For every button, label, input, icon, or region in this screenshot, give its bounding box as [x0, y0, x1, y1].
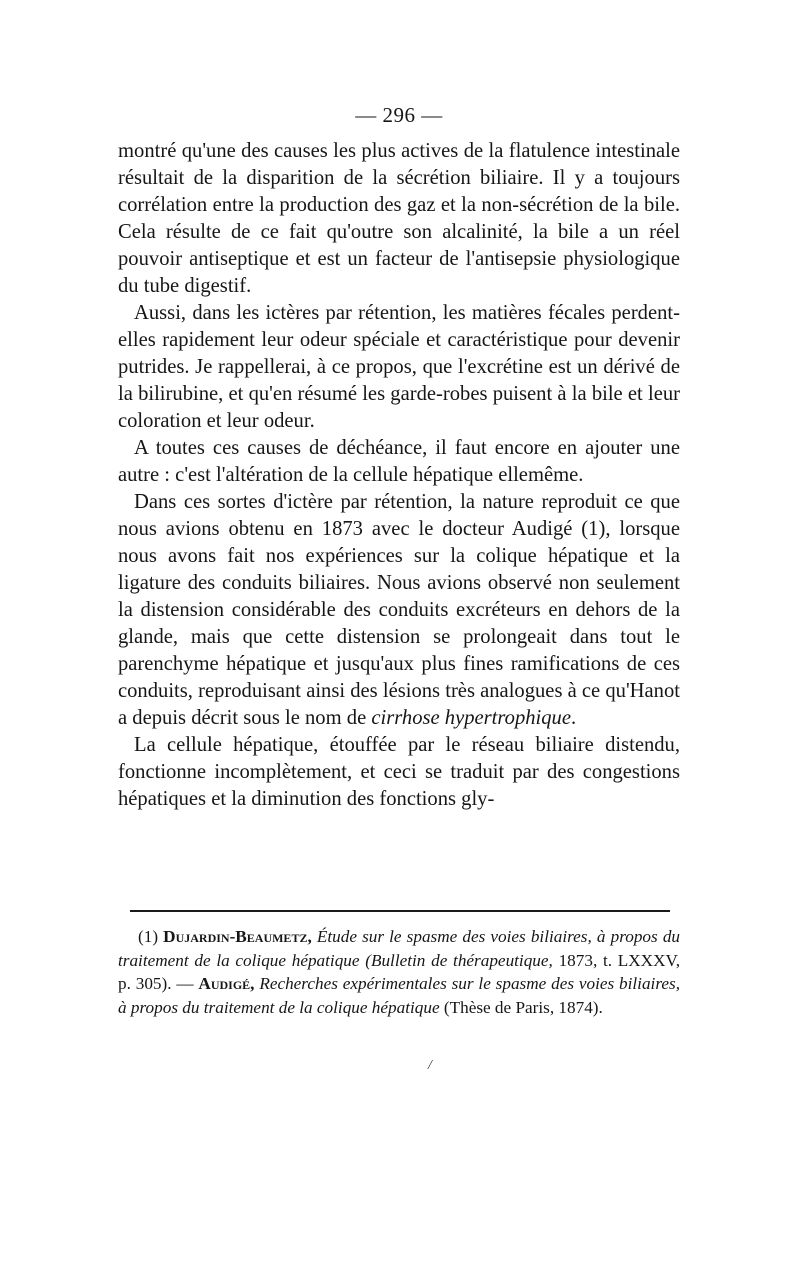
footnote-separator: [130, 910, 670, 912]
footnote-marker: (1): [138, 927, 159, 946]
footnote-title-1: Étude sur le spasme des voies biliaires, à propos du traitement de la colique hépatique (Bulletin de thérapeutique,: [118, 927, 681, 970]
paragraph-5: La cellule hépatique, étouffée par le réseau biliaire distendu, fonctionne incomplètement, et ceci se traduit par des congestions hépatiques et la diminution des fonctions gly-: [118, 734, 680, 810]
italic-term: cirrhose hypertrophique: [371, 707, 571, 729]
paragraph-2: Aussi, dans les ictères par rétention, les matières fécales perdent-elles rapidement leur odeur spéciale et caractéristique pour devenir putrides. Je rappellerai, à ce propos, que l'excrétine est un dérivé de la bilirubine, et qu'en résumé les garde-robes puisent à la bile et leur coloration et leur odeur.: [118, 302, 680, 432]
page-number: — 296 —: [355, 103, 443, 127]
paragraph-4: Dans ces sortes d'ictère par rétention, la nature reproduit ce que nous avions obtenu en 1873 avec le docteur Audigé (1), lorsque nous avons fait nos expériences sur la colique hépatique et la ligature des conduits biliaires. Nous avions observé non seulement la distension considérable des conduits excréteurs en dehors de la glande, mais que cette distension se prolongeait dans tout le parenchyme hépatique et jusqu'aux plus fines ramifications de ces conduits, reproduisant ainsi des lésions très analogues à ce qu'Hanot a depuis décrit sous le nom de cirrhose hypertrophique.: [118, 491, 680, 729]
stray-mark: /: [428, 1058, 432, 1073]
page-body-text: [118, 138, 680, 813]
book-page: [118, 0, 680, 1262]
footnote-ref-2: (Thèse de Paris, 1874).: [443, 997, 603, 1017]
footnote-author-1: Dujardin-Beaumetz,: [163, 927, 312, 946]
footnote-title-2: Recherches expérimentales sur le spasme des voies biliaires, à propos du traitement de la colique hépatique: [118, 974, 680, 1017]
footnote-author-2: Audigé,: [198, 974, 255, 993]
paragraph-1: montré qu'une des causes les plus actives de la flatulence intestinale résultait de la disparition de la sécrétion biliaire. Il y a toujours corrélation entre la production des gaz et la non-sécrétion de la bile. Cela résulte de ce fait qu'outre son alcalinité, la bile a un réel pouvoir antiseptique et est un facteur de l'antisepsie physiologique du tube digestif.: [118, 140, 680, 297]
paragraph-3: A toutes ces causes de déchéance, il faut encore en ajouter une autre : c'est l'altération de la cellule hépatique ellemême.: [118, 437, 680, 486]
footnote-ref-1: 1873, t. LXXXV, p. 305). —: [118, 950, 680, 993]
footnote: [118, 925, 680, 1019]
